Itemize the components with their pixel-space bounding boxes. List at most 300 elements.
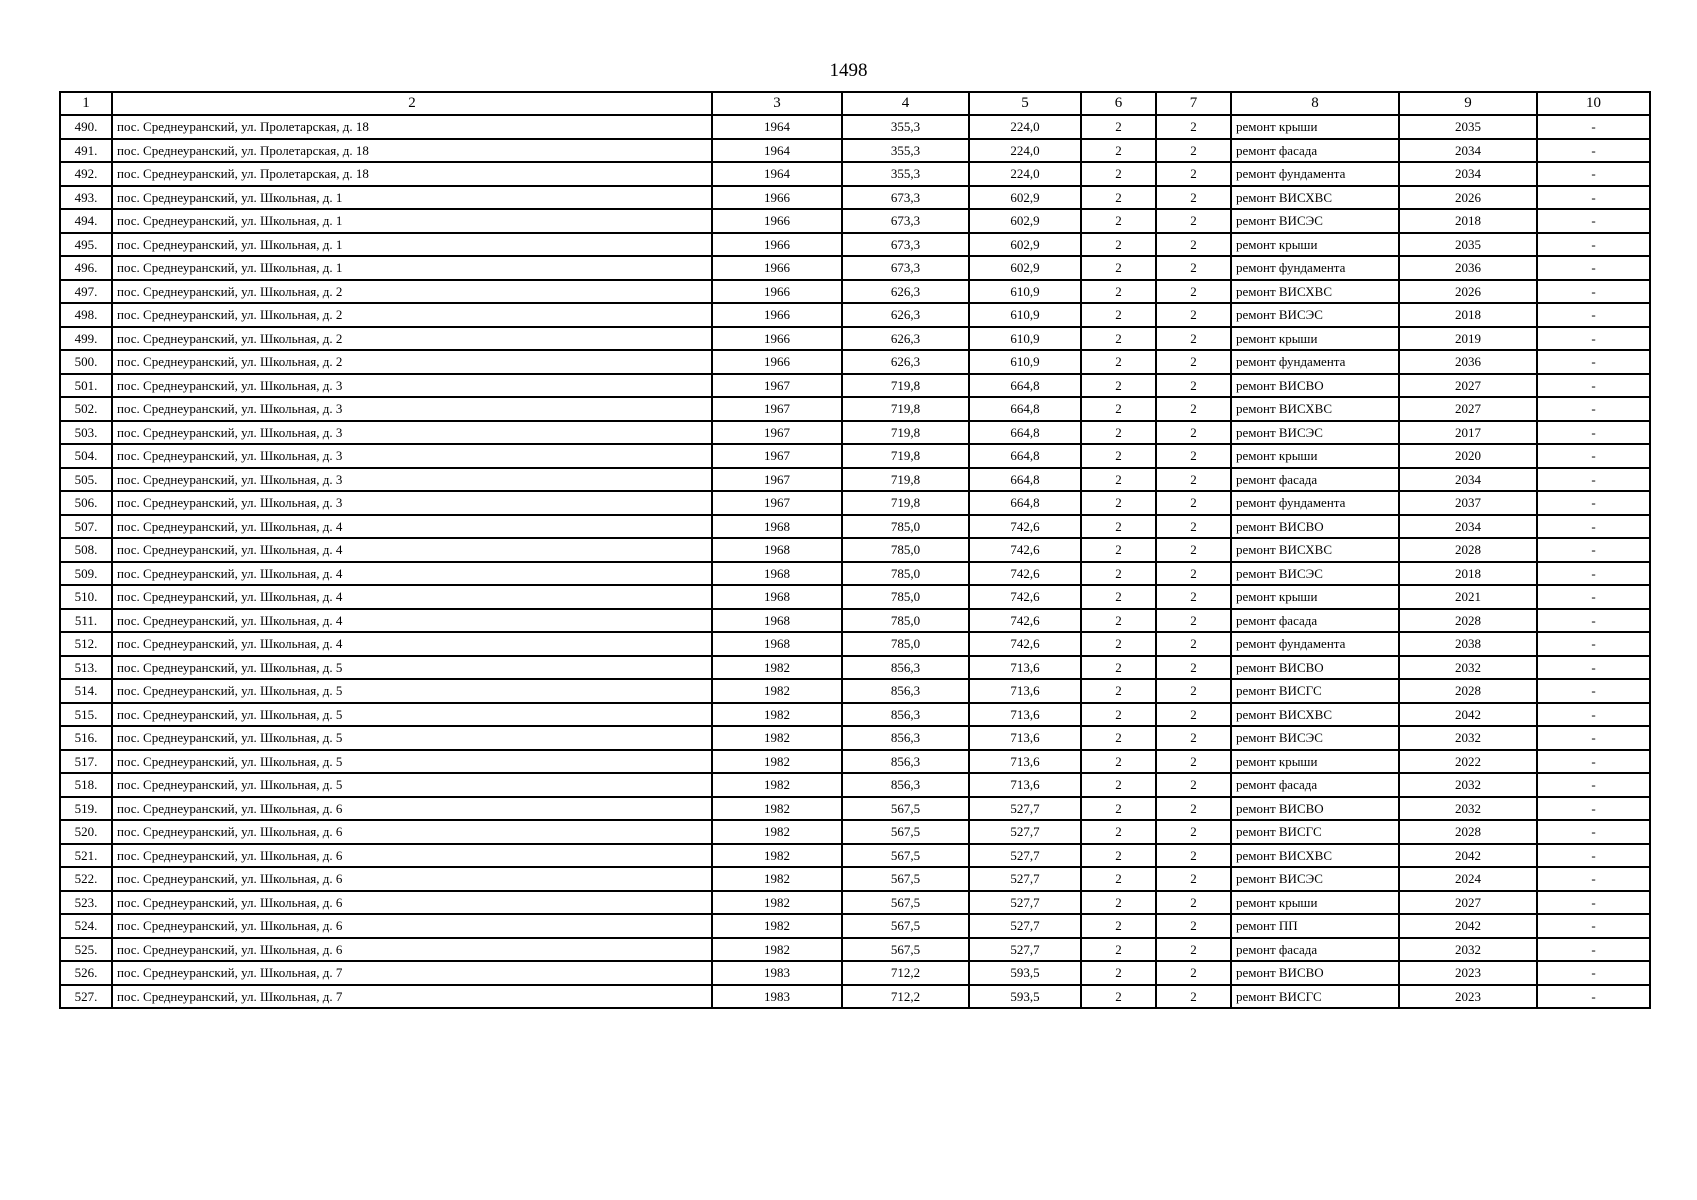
column-header-8: 8	[1231, 92, 1399, 115]
column-header-7: 7	[1156, 92, 1231, 115]
year-cell: 2034	[1399, 515, 1537, 539]
address-cell: пос. Среднеуранский, ул. Школьная, д. 7	[112, 961, 712, 985]
living-area-cell: 664,8	[969, 421, 1081, 445]
col7-cell: 2	[1156, 867, 1231, 891]
address-cell: пос. Среднеуранский, ул. Школьная, д. 1	[112, 233, 712, 257]
col6-cell: 2	[1081, 186, 1156, 210]
col10-cell: -	[1537, 444, 1650, 468]
table-row	[60, 938, 1650, 962]
table-row	[60, 350, 1650, 374]
col7-cell: 2	[1156, 679, 1231, 703]
table-row	[60, 773, 1650, 797]
col10-cell: -	[1537, 162, 1650, 186]
row-number: 506.	[60, 491, 112, 515]
living-area-cell: 713,6	[969, 750, 1081, 774]
row-number: 520.	[60, 820, 112, 844]
year-built-cell: 1966	[712, 303, 842, 327]
year-built-cell: 1982	[712, 750, 842, 774]
year-cell: 2023	[1399, 961, 1537, 985]
col10-cell: -	[1537, 256, 1650, 280]
col6-cell: 2	[1081, 139, 1156, 163]
year-built-cell: 1966	[712, 233, 842, 257]
total-area-cell: 785,0	[842, 515, 969, 539]
col6-cell: 2	[1081, 679, 1156, 703]
row-number: 501.	[60, 374, 112, 398]
living-area-cell: 664,8	[969, 397, 1081, 421]
col7-cell: 2	[1156, 233, 1231, 257]
row-number: 505.	[60, 468, 112, 492]
total-area-cell: 719,8	[842, 468, 969, 492]
total-area-cell: 856,3	[842, 726, 969, 750]
total-area-cell: 856,3	[842, 656, 969, 680]
year-built-cell: 1967	[712, 468, 842, 492]
year-cell: 2024	[1399, 867, 1537, 891]
year-cell: 2028	[1399, 609, 1537, 633]
column-header-9: 9	[1399, 92, 1537, 115]
col7-cell: 2	[1156, 632, 1231, 656]
repair-type-cell: ремонт ВИСВО	[1231, 515, 1399, 539]
row-number: 511.	[60, 609, 112, 633]
table-row	[60, 867, 1650, 891]
col10-cell: -	[1537, 209, 1650, 233]
row-number: 508.	[60, 538, 112, 562]
col6-cell: 2	[1081, 703, 1156, 727]
row-number: 500.	[60, 350, 112, 374]
repair-type-cell: ремонт ВИСВО	[1231, 374, 1399, 398]
year-built-cell: 1968	[712, 609, 842, 633]
table-row	[60, 256, 1650, 280]
year-cell: 2023	[1399, 985, 1537, 1009]
row-number: 502.	[60, 397, 112, 421]
year-built-cell: 1967	[712, 374, 842, 398]
year-built-cell: 1966	[712, 209, 842, 233]
col6-cell: 2	[1081, 938, 1156, 962]
row-number: 522.	[60, 867, 112, 891]
col6-cell: 2	[1081, 961, 1156, 985]
year-cell: 2037	[1399, 491, 1537, 515]
row-number: 525.	[60, 938, 112, 962]
year-cell: 2035	[1399, 233, 1537, 257]
col10-cell: -	[1537, 844, 1650, 868]
address-cell: пос. Среднеуранский, ул. Школьная, д. 3	[112, 468, 712, 492]
table-row	[60, 726, 1650, 750]
living-area-cell: 224,0	[969, 162, 1081, 186]
year-built-cell: 1968	[712, 562, 842, 586]
table-row	[60, 374, 1650, 398]
living-area-cell: 224,0	[969, 139, 1081, 163]
living-area-cell: 742,6	[969, 585, 1081, 609]
col7-cell: 2	[1156, 491, 1231, 515]
row-number: 491.	[60, 139, 112, 163]
address-cell: пос. Среднеуранский, ул. Школьная, д. 2	[112, 350, 712, 374]
col7-cell: 2	[1156, 186, 1231, 210]
row-number: 519.	[60, 797, 112, 821]
address-cell: пос. Среднеуранский, ул. Школьная, д. 5	[112, 750, 712, 774]
col6-cell: 2	[1081, 609, 1156, 633]
col7-cell: 2	[1156, 327, 1231, 351]
col7-cell: 2	[1156, 609, 1231, 633]
col7-cell: 2	[1156, 162, 1231, 186]
column-header-1: 1	[60, 92, 112, 115]
total-area-cell: 785,0	[842, 585, 969, 609]
address-cell: пос. Среднеуранский, ул. Школьная, д. 5	[112, 773, 712, 797]
col10-cell: -	[1537, 115, 1650, 139]
address-cell: пос. Среднеуранский, ул. Школьная, д. 2	[112, 303, 712, 327]
year-built-cell: 1982	[712, 703, 842, 727]
year-built-cell: 1967	[712, 397, 842, 421]
table-row	[60, 115, 1650, 139]
row-number: 521.	[60, 844, 112, 868]
col7-cell: 2	[1156, 538, 1231, 562]
col6-cell: 2	[1081, 726, 1156, 750]
col6-cell: 2	[1081, 374, 1156, 398]
column-header-6: 6	[1081, 92, 1156, 115]
repair-type-cell: ремонт ВИСЭС	[1231, 209, 1399, 233]
repair-type-cell: ремонт крыши	[1231, 585, 1399, 609]
total-area-cell: 719,8	[842, 491, 969, 515]
total-area-cell: 719,8	[842, 444, 969, 468]
year-cell: 2028	[1399, 679, 1537, 703]
row-number: 498.	[60, 303, 112, 327]
repair-type-cell: ремонт фундамента	[1231, 491, 1399, 515]
col7-cell: 2	[1156, 703, 1231, 727]
year-cell: 2021	[1399, 585, 1537, 609]
repair-type-cell: ремонт фасада	[1231, 938, 1399, 962]
year-built-cell: 1982	[712, 867, 842, 891]
year-cell: 2042	[1399, 703, 1537, 727]
col7-cell: 2	[1156, 256, 1231, 280]
col6-cell: 2	[1081, 656, 1156, 680]
repair-type-cell: ремонт ВИСВО	[1231, 656, 1399, 680]
address-cell: пос. Среднеуранский, ул. Школьная, д. 1	[112, 186, 712, 210]
row-number: 526.	[60, 961, 112, 985]
address-cell: пос. Среднеуранский, ул. Школьная, д. 6	[112, 938, 712, 962]
living-area-cell: 713,6	[969, 679, 1081, 703]
repair-type-cell: ремонт ВИСВО	[1231, 797, 1399, 821]
col10-cell: -	[1537, 703, 1650, 727]
year-cell: 2026	[1399, 280, 1537, 304]
col7-cell: 2	[1156, 961, 1231, 985]
year-cell: 2034	[1399, 468, 1537, 492]
col10-cell: -	[1537, 350, 1650, 374]
col10-cell: -	[1537, 750, 1650, 774]
living-area-cell: 602,9	[969, 256, 1081, 280]
col10-cell: -	[1537, 327, 1650, 351]
repair-type-cell: ремонт ВИСХВС	[1231, 703, 1399, 727]
year-cell: 2020	[1399, 444, 1537, 468]
total-area-cell: 355,3	[842, 115, 969, 139]
col6-cell: 2	[1081, 303, 1156, 327]
col6-cell: 2	[1081, 491, 1156, 515]
repair-type-cell: ремонт фасада	[1231, 773, 1399, 797]
table-row	[60, 139, 1650, 163]
col6-cell: 2	[1081, 985, 1156, 1009]
total-area-cell: 673,3	[842, 256, 969, 280]
col7-cell: 2	[1156, 914, 1231, 938]
row-number: 518.	[60, 773, 112, 797]
row-number: 499.	[60, 327, 112, 351]
total-area-cell: 567,5	[842, 891, 969, 915]
total-area-cell: 626,3	[842, 303, 969, 327]
col6-cell: 2	[1081, 585, 1156, 609]
table-row	[60, 233, 1650, 257]
repair-type-cell: ремонт ВИСГС	[1231, 679, 1399, 703]
repair-type-cell: ремонт крыши	[1231, 233, 1399, 257]
row-number: 523.	[60, 891, 112, 915]
living-area-cell: 664,8	[969, 468, 1081, 492]
year-cell: 2027	[1399, 397, 1537, 421]
repair-type-cell: ремонт ВИСХВС	[1231, 538, 1399, 562]
year-built-cell: 1982	[712, 820, 842, 844]
table-row	[60, 397, 1650, 421]
year-cell: 2038	[1399, 632, 1537, 656]
address-cell: пос. Среднеуранский, ул. Пролетарская, д. 18	[112, 115, 712, 139]
col6-cell: 2	[1081, 280, 1156, 304]
col10-cell: -	[1537, 938, 1650, 962]
table-row	[60, 562, 1650, 586]
row-number: 492.	[60, 162, 112, 186]
col6-cell: 2	[1081, 209, 1156, 233]
year-built-cell: 1968	[712, 538, 842, 562]
year-built-cell: 1966	[712, 327, 842, 351]
total-area-cell: 567,5	[842, 797, 969, 821]
col6-cell: 2	[1081, 515, 1156, 539]
year-built-cell: 1983	[712, 961, 842, 985]
total-area-cell: 626,3	[842, 350, 969, 374]
col10-cell: -	[1537, 280, 1650, 304]
col6-cell: 2	[1081, 844, 1156, 868]
year-built-cell: 1966	[712, 350, 842, 374]
year-cell: 2032	[1399, 938, 1537, 962]
row-number: 494.	[60, 209, 112, 233]
col6-cell: 2	[1081, 162, 1156, 186]
address-cell: пос. Среднеуранский, ул. Школьная, д. 4	[112, 538, 712, 562]
address-cell: пос. Среднеуранский, ул. Школьная, д. 5	[112, 703, 712, 727]
table-row	[60, 844, 1650, 868]
col6-cell: 2	[1081, 350, 1156, 374]
col7-cell: 2	[1156, 444, 1231, 468]
total-area-cell: 567,5	[842, 938, 969, 962]
year-built-cell: 1982	[712, 938, 842, 962]
repair-type-cell: ремонт фасада	[1231, 609, 1399, 633]
col7-cell: 2	[1156, 773, 1231, 797]
col10-cell: -	[1537, 585, 1650, 609]
repair-type-cell: ремонт ВИСГС	[1231, 985, 1399, 1009]
year-built-cell: 1982	[712, 844, 842, 868]
year-cell: 2035	[1399, 115, 1537, 139]
total-area-cell: 719,8	[842, 374, 969, 398]
col7-cell: 2	[1156, 139, 1231, 163]
table-row	[60, 797, 1650, 821]
table-row	[60, 656, 1650, 680]
total-area-cell: 567,5	[842, 914, 969, 938]
col10-cell: -	[1537, 186, 1650, 210]
col7-cell: 2	[1156, 280, 1231, 304]
total-area-cell: 856,3	[842, 773, 969, 797]
col7-cell: 2	[1156, 585, 1231, 609]
total-area-cell: 355,3	[842, 162, 969, 186]
table-row	[60, 703, 1650, 727]
table-row	[60, 491, 1650, 515]
col10-cell: -	[1537, 773, 1650, 797]
col7-cell: 2	[1156, 938, 1231, 962]
table-row	[60, 515, 1650, 539]
address-cell: пос. Среднеуранский, ул. Школьная, д. 3	[112, 397, 712, 421]
living-area-cell: 602,9	[969, 233, 1081, 257]
year-built-cell: 1983	[712, 985, 842, 1009]
year-cell: 2042	[1399, 914, 1537, 938]
repair-type-cell: ремонт крыши	[1231, 115, 1399, 139]
col7-cell: 2	[1156, 562, 1231, 586]
row-number: 496.	[60, 256, 112, 280]
table-row	[60, 985, 1650, 1009]
repair-type-cell: ремонт ВИСХВС	[1231, 397, 1399, 421]
total-area-cell: 785,0	[842, 609, 969, 633]
col6-cell: 2	[1081, 115, 1156, 139]
column-header-4: 4	[842, 92, 969, 115]
repair-type-cell: ремонт ВИСЭС	[1231, 562, 1399, 586]
repair-type-cell: ремонт фундамента	[1231, 256, 1399, 280]
col7-cell: 2	[1156, 468, 1231, 492]
col10-cell: -	[1537, 468, 1650, 492]
total-area-cell: 355,3	[842, 139, 969, 163]
col10-cell: -	[1537, 609, 1650, 633]
total-area-cell: 673,3	[842, 186, 969, 210]
year-built-cell: 1982	[712, 914, 842, 938]
address-cell: пос. Среднеуранский, ул. Школьная, д. 4	[112, 609, 712, 633]
living-area-cell: 224,0	[969, 115, 1081, 139]
table-row	[60, 421, 1650, 445]
address-cell: пос. Среднеуранский, ул. Школьная, д. 5	[112, 726, 712, 750]
year-built-cell: 1968	[712, 632, 842, 656]
table-row	[60, 280, 1650, 304]
address-cell: пос. Среднеуранский, ул. Школьная, д. 4	[112, 632, 712, 656]
repair-type-cell: ремонт ПП	[1231, 914, 1399, 938]
header-row	[60, 92, 1650, 115]
col7-cell: 2	[1156, 374, 1231, 398]
col7-cell: 2	[1156, 397, 1231, 421]
year-cell: 2034	[1399, 139, 1537, 163]
year-cell: 2042	[1399, 844, 1537, 868]
col6-cell: 2	[1081, 632, 1156, 656]
living-area-cell: 742,6	[969, 632, 1081, 656]
repair-type-cell: ремонт ВИСГС	[1231, 820, 1399, 844]
col10-cell: -	[1537, 515, 1650, 539]
repair-type-cell: ремонт ВИСЭС	[1231, 867, 1399, 891]
total-area-cell: 712,2	[842, 961, 969, 985]
col10-cell: -	[1537, 632, 1650, 656]
total-area-cell: 719,8	[842, 421, 969, 445]
col7-cell: 2	[1156, 303, 1231, 327]
address-cell: пос. Среднеуранский, ул. Школьная, д. 3	[112, 444, 712, 468]
col7-cell: 2	[1156, 421, 1231, 445]
table-row	[60, 327, 1650, 351]
living-area-cell: 593,5	[969, 985, 1081, 1009]
address-cell: пос. Среднеуранский, ул. Пролетарская, д. 18	[112, 162, 712, 186]
address-cell: пос. Среднеуранский, ул. Школьная, д. 6	[112, 891, 712, 915]
column-header-3: 3	[712, 92, 842, 115]
year-built-cell: 1964	[712, 115, 842, 139]
total-area-cell: 785,0	[842, 538, 969, 562]
living-area-cell: 527,7	[969, 867, 1081, 891]
row-number: 497.	[60, 280, 112, 304]
row-number: 507.	[60, 515, 112, 539]
col10-cell: -	[1537, 961, 1650, 985]
total-area-cell: 785,0	[842, 562, 969, 586]
year-built-cell: 1968	[712, 515, 842, 539]
row-number: 515.	[60, 703, 112, 727]
repair-type-cell: ремонт ВИСЭС	[1231, 303, 1399, 327]
address-cell: пос. Среднеуранский, ул. Школьная, д. 2	[112, 280, 712, 304]
col6-cell: 2	[1081, 797, 1156, 821]
year-built-cell: 1982	[712, 656, 842, 680]
row-number: 513.	[60, 656, 112, 680]
repair-type-cell: ремонт крыши	[1231, 444, 1399, 468]
row-number: 503.	[60, 421, 112, 445]
year-cell: 2027	[1399, 374, 1537, 398]
table-row	[60, 679, 1650, 703]
col7-cell: 2	[1156, 115, 1231, 139]
table-row	[60, 186, 1650, 210]
repair-type-cell: ремонт ВИСХВС	[1231, 186, 1399, 210]
col10-cell: -	[1537, 985, 1650, 1009]
total-area-cell: 567,5	[842, 844, 969, 868]
col10-cell: -	[1537, 891, 1650, 915]
living-area-cell: 664,8	[969, 444, 1081, 468]
column-header-2: 2	[112, 92, 712, 115]
year-built-cell: 1967	[712, 421, 842, 445]
col10-cell: -	[1537, 867, 1650, 891]
col6-cell: 2	[1081, 256, 1156, 280]
year-built-cell: 1966	[712, 256, 842, 280]
year-cell: 2036	[1399, 256, 1537, 280]
address-cell: пос. Среднеуранский, ул. Школьная, д. 1	[112, 209, 712, 233]
year-built-cell: 1966	[712, 186, 842, 210]
year-built-cell: 1967	[712, 444, 842, 468]
table-row	[60, 538, 1650, 562]
year-built-cell: 1966	[712, 280, 842, 304]
total-area-cell: 673,3	[842, 233, 969, 257]
living-area-cell: 664,8	[969, 491, 1081, 515]
living-area-cell: 713,6	[969, 703, 1081, 727]
address-cell: пос. Среднеуранский, ул. Школьная, д. 6	[112, 844, 712, 868]
col10-cell: -	[1537, 914, 1650, 938]
row-number: 512.	[60, 632, 112, 656]
col6-cell: 2	[1081, 914, 1156, 938]
living-area-cell: 713,6	[969, 726, 1081, 750]
col7-cell: 2	[1156, 985, 1231, 1009]
living-area-cell: 742,6	[969, 562, 1081, 586]
col7-cell: 2	[1156, 844, 1231, 868]
address-cell: пос. Среднеуранский, ул. Школьная, д. 6	[112, 914, 712, 938]
total-area-cell: 856,3	[842, 750, 969, 774]
year-cell: 2017	[1399, 421, 1537, 445]
year-cell: 2019	[1399, 327, 1537, 351]
col10-cell: -	[1537, 421, 1650, 445]
col7-cell: 2	[1156, 797, 1231, 821]
year-built-cell: 1964	[712, 162, 842, 186]
year-cell: 2032	[1399, 726, 1537, 750]
year-built-cell: 1982	[712, 797, 842, 821]
row-number: 510.	[60, 585, 112, 609]
year-cell: 2036	[1399, 350, 1537, 374]
col10-cell: -	[1537, 233, 1650, 257]
row-number: 516.	[60, 726, 112, 750]
repair-type-cell: ремонт ВИСЭС	[1231, 421, 1399, 445]
repair-type-cell: ремонт фундамента	[1231, 632, 1399, 656]
living-area-cell: 602,9	[969, 186, 1081, 210]
total-area-cell: 626,3	[842, 280, 969, 304]
